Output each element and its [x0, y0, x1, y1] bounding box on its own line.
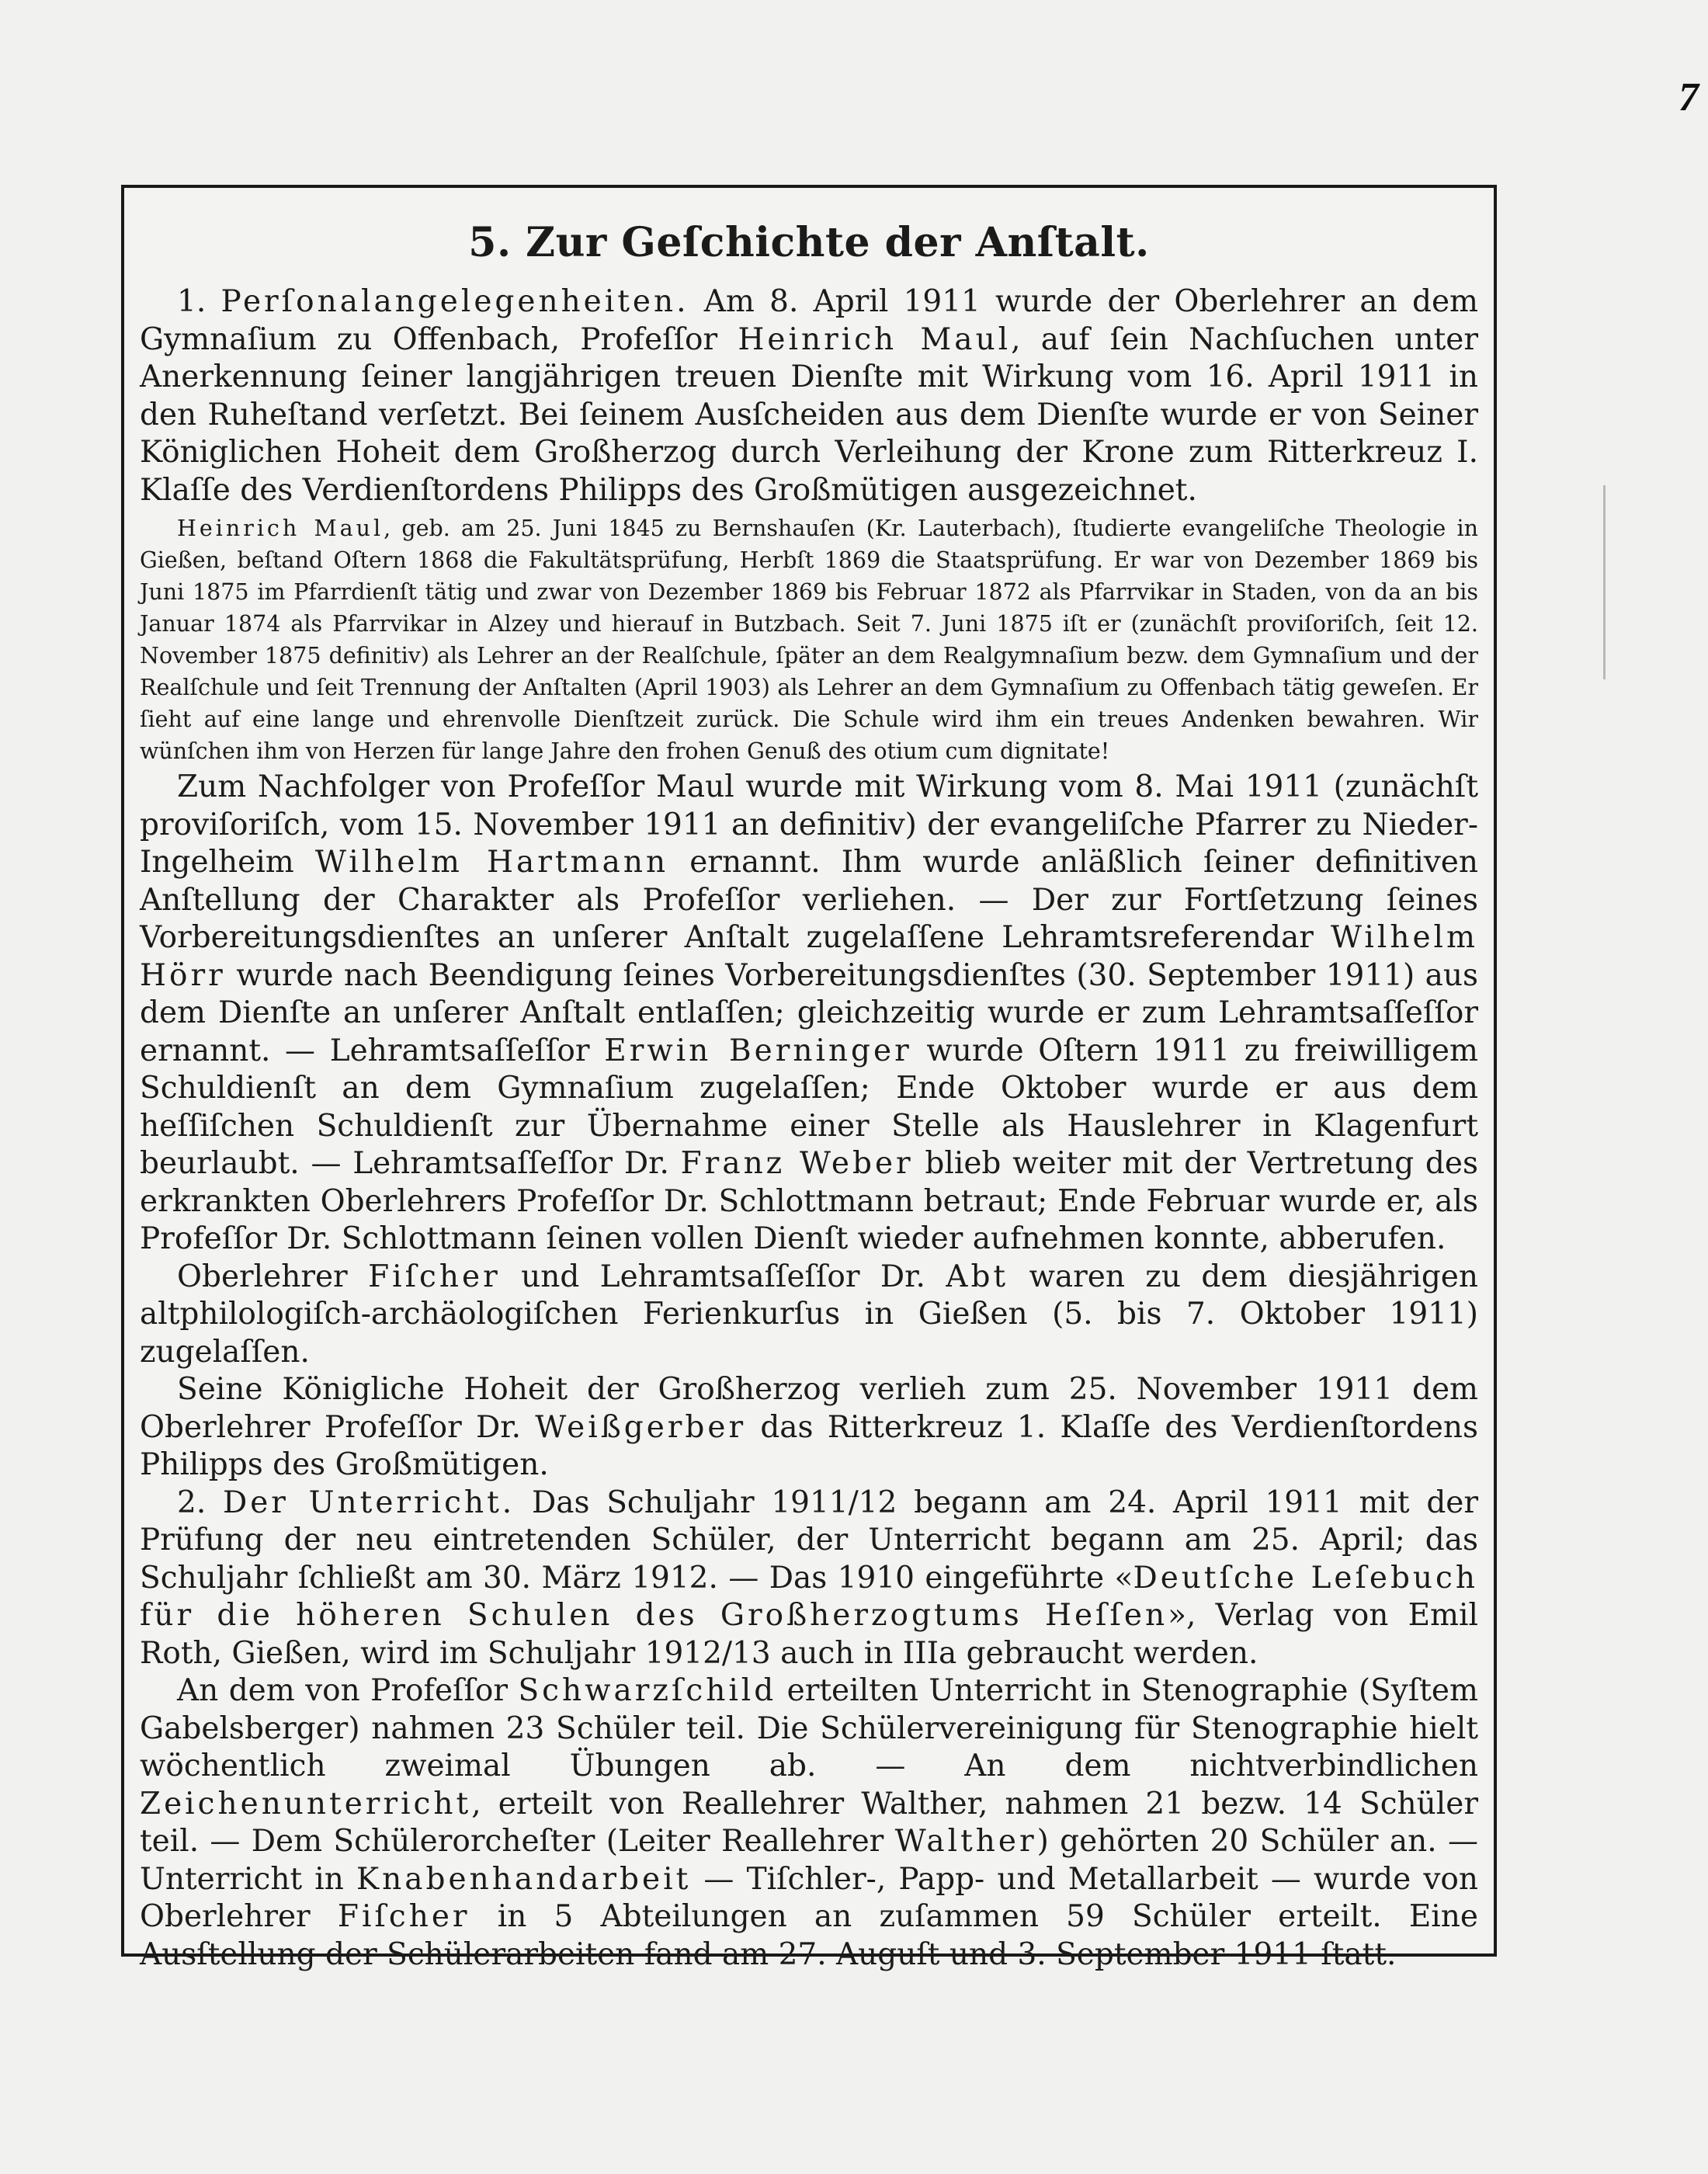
text-run: das Ritterkreuz 1. Klaſſe des Verdienſtordens Philipps des Großmütigen. — [140, 1409, 1478, 1482]
spaced-name: Fiſcher — [368, 1259, 501, 1294]
spaced-name: Weißgerber — [535, 1409, 747, 1445]
text-run: , erteilt von Reallehrer Walther, nahmen 21 bezw. 14 Schüler teil. — Dem Schülerorcheſter (Leiter Reallehrer — [140, 1786, 1478, 1859]
subsection-heading: Der Unterricht. — [222, 1485, 516, 1520]
text-run: Seine Königliche Hoheit der Großherzog verlieh zum 25. November 1911 dem Oberlehrer Profeſſor Dr. — [140, 1372, 1478, 1445]
biography-note — [140, 512, 1478, 767]
book-title: Deutſche Leſebuch für die höheren Schulen des Großherzogtums Heſſen — [140, 1560, 1479, 1633]
frame-content — [140, 219, 1479, 1972]
spaced-name: Walther — [894, 1824, 1037, 1859]
spaced-name: Abt — [946, 1259, 1009, 1294]
text-run: erteilten Unterricht in Stenographie (Syſtem Gabelsberger) nahmen 23 Schüler teil. Die Schülervereinigung für Stenographie hielt wöchentlich zweimal Übungen ab. — An dem nichtverbindlichen — [140, 1673, 1478, 1783]
section-title: 5. Zur Geſchichte der Anſtalt. — [468, 219, 1150, 266]
text-run: Das Schuljahr 1911/12 begann am 24. April 1911 mit der Prüfung der neu eintretenden Schüler, der Unterricht begann am 25. April; das Schuljahr ſchließt am 30. März 1912. — Das 1910 eingeführte « — [140, 1485, 1479, 1596]
text-run: waren zu dem diesjährigen altphilologiſch-archäologiſchen Ferienkurſus in Gießen (5. bis 7. Oktober 1911) zugelaſſen. — [140, 1259, 1478, 1370]
text-run: wurde Oſtern 1911 zu freiwilligem Schuldienſt an dem Gymnaſium zugelaſſen; Ende Oktober wurde er aus dem heſſiſchen Schuldienſt zur Übernahme einer Stelle als Hauslehrer in Klagenfurt beurlaubt. — Lehramtsaſſeſſor Dr. — [140, 1033, 1478, 1181]
spaced-name: Wilhelm Hartmann — [314, 845, 669, 880]
subsection-heading: Perſonalangelegenheiten. — [220, 284, 689, 319]
paragraph-successor — [140, 769, 1478, 1259]
text-run: ernannt. Ihm wurde anläßlich ſeiner definitiven Anſtellung der Charakter als Profeſſor verliehen. — Der zur Fortſetzung ſeines Vorbereitungsdienſtes an unſerer Anſtalt zugelaſſene Lehramtsreferendar — [140, 845, 1478, 955]
text-run: Oberlehrer — [177, 1259, 369, 1294]
text-run: blieb weiter mit der Vertretung des erkrankten Oberlehrers Profeſſor Dr. Schlottmann betraut; Ende Februar wurde er, als Profeſſor Dr. Schlottmann ſeinen vollen Dienſt wieder aufnehmen konnte, abberufen. — [140, 1146, 1478, 1256]
spaced-name: Erwin Berninger — [604, 1033, 912, 1068]
section-number: 1. — [177, 284, 221, 319]
text-run: Am 8. April 1911 wurde der Oberlehrer an dem Gymnaſium zu Offenbach, Profeſſor — [140, 284, 1479, 357]
spaced-name: Wilhelm Hörr — [140, 920, 1478, 993]
paragraph-course — [140, 1259, 1478, 1372]
paragraph-extra-courses — [140, 1672, 1478, 1974]
spaced-name: Franz Weber — [680, 1146, 914, 1181]
spaced-term: Zeichenunterricht — [140, 1786, 472, 1822]
paragraph-personal-matters — [140, 283, 1478, 509]
text-run: und Lehramtsaſſeſſor Dr. — [500, 1259, 946, 1294]
text-run: wurde nach Beendigung ſeines Vorbereitungsdienſtes (30. September 1911) aus dem Dienſte an unſerer Anſtalt entlaſſen; gleichzeitig wurde er zum Lehramtsaſſeſſor ernannt. — Lehramtsaſſeſſor — [140, 957, 1478, 1068]
margin-pencil-mark — [1603, 485, 1606, 679]
spaced-name: Fiſcher — [337, 1899, 470, 1934]
spaced-name: Heinrich Maul — [738, 321, 1012, 357]
text-run: , auf ſein Nachſuchen unter Anerkennung ſeiner langjährigen treuen Dienſte mit Wirkung vom 16. April 1911 in den Ruheſtand verſetzt. Bei ſeinem Ausſcheiden aus dem Dienſte wurde er von Seiner Königlichen Hoheit dem Großherzog durch Verleihung der Krone zum Ritterkreuz I. Klaſſe des Verdienſtordens Philipps des Großmütigen ausgezeichnet. — [140, 321, 1478, 508]
spaced-name: Schwarzſchild — [518, 1673, 777, 1708]
page-number: 7 — [1678, 75, 1699, 120]
spaced-name: Heinrich Maul — [177, 516, 384, 541]
spaced-term: Knabenhandarbeit — [356, 1861, 692, 1897]
section-number: 2. — [177, 1485, 223, 1520]
text-run: in 5 Abteilungen an zuſammen 59 Schüler erteilt. Eine Ausſtellung der Schülerarbeiten fand am 27. Auguſt und 3. September 1911 ſtatt. — [140, 1899, 1478, 1972]
paragraph-instruction — [140, 1485, 1478, 1673]
text-run: », Verlag von Emil Roth, Gießen, wird im Schuljahr 1912/13 auch in IIIa gebraucht werden. — [140, 1598, 1478, 1671]
paragraph-decoration — [140, 1371, 1478, 1485]
text-run: An dem von Profeſſor — [177, 1673, 519, 1708]
text-run: — Tiſchler-, Papp- und Metallarbeit — wurde von Oberlehrer — [140, 1861, 1479, 1934]
text-run: ) gehörten 20 Schüler an. — Unterricht in — [140, 1824, 1478, 1897]
text-run: Zum Nachfolger von Profeſſor Maul wurde mit Wirkung vom 8. Mai 1911 (zunächſt proviſoriſch, vom 15. November 1911 an definitiv) der evangeliſche Pfarrer zu Nieder-Ingelheim — [140, 769, 1478, 880]
text-frame — [121, 185, 1497, 1972]
text-run: , geb. am 25. Juni 1845 zu Bernshauſen (Kr. Lauterbach), ſtudierte evangeliſche Theologie in Gießen, beſtand Oſtern 1868 die Fakultätsprüfung, Herbſt 1869 die Staatsprüfung. Er war von Dezember 1869 bis Juni 1875 im Pfarrdienſt tätig und zwar von Dezember 1869 bis Februar 1872 als Pfarrvikar in Staden, von da an bis Januar 1874 als Pfarrvikar in Alzey und hierauf in Butzbach. Seit 7. Juni 1875 iſt er (zunächſt proviſoriſch, ſeit 12. November 1875 definitiv) als Lehrer an der Realſchule, ſpäter an dem Realgymnaſium bezw. dem Gymnaſium und der Realſchule und ſeit Trennung der Anſtalten (April 1903) als Lehrer an dem Gymnaſium zu Offenbach tätig geweſen. Er ſieht auf eine lange und ehrenvolle Dienſtzeit zurück. Die Schule wird ihm ein treues Andenken bewahren. Wir wünſchen ihm von Herzen für lange Jahre den frohen Genuß des otium cum dignitate! — [140, 516, 1478, 764]
